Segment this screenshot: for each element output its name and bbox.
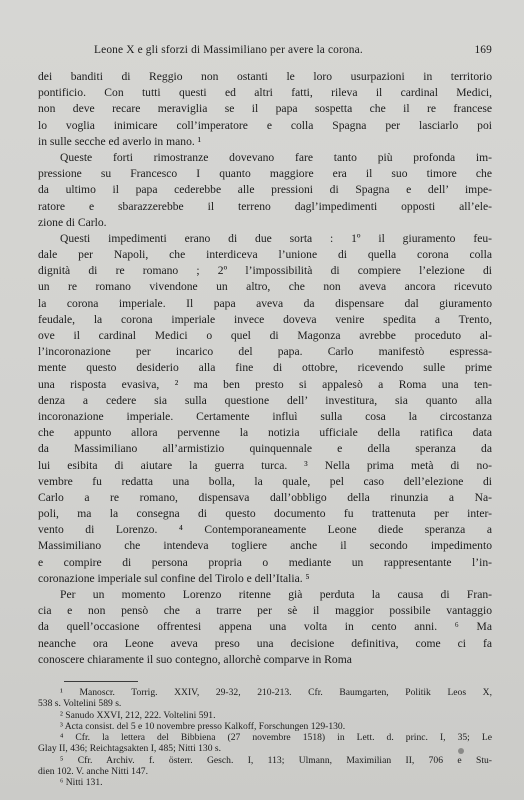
text-line: pontificio. Con tutti questi ed altri fatti, rileva il cardinal Medici, — [38, 86, 492, 100]
text-line: una risposta evasiva, ² ma ben presto si appalesò a Roma una ten- — [38, 377, 492, 391]
text-line: neanche ora Leone aveva preso una decisione definitiva, come ci fa — [38, 636, 492, 650]
text-line: l’incoronazione per incarico del papa. Carlo manifestò espressa- — [38, 345, 492, 359]
text-line: dale per Napoli, che interdiceva l’unione di quella corona colla — [38, 248, 492, 262]
text-line: Queste forti rimostranze dovevano fare tanto più profonda im- — [60, 150, 492, 164]
text-line: zione di Carlo. — [38, 215, 107, 229]
running-header — [38, 44, 492, 58]
footnote-line: ¹ Manoscr. Torrig. XXIV, 29-32, 210-213. Cfr. Baumgarten, Politik Leos X, — [60, 687, 492, 698]
footnote-line: 538 s. Voltelini 589 s. — [38, 698, 122, 710]
footnote-line: ⁶ Nitti 131. — [60, 777, 103, 789]
footnote-line: Glay II, 436; Reichtagsakten I, 485; Nitti 130 s. — [38, 743, 222, 755]
text-line: ove il cardinal Medici o quel di Magonza avrebbe proceduto al- — [38, 329, 492, 342]
text-line: da quell’occasione offrentesi appena una volta in cento anni. ⁶ Ma — [38, 620, 492, 634]
text-line: in sulle secche ed averlo in mano. ¹ — [38, 134, 202, 148]
text-line: dei banditi di Reggio non ostanti le loro usurpazioni in territorio — [38, 70, 492, 83]
footnote-line: dien 102. V. anche Nitti 147. — [38, 766, 148, 778]
text-line: che appunto allora pervenne la notizia ufficiale della ratifica data — [38, 426, 492, 440]
text-line: ratore e sbarazzerebbe il terreno dagl’impedimenti opposti all’ele- — [38, 199, 492, 213]
text-line: dignità di re romano ; 2º l’impossibilità di compiere l’elezione di — [38, 264, 492, 278]
body-text — [38, 69, 492, 668]
footnote-line: ³ Acta consist. del 5 e 10 novembre presso Kalkoff, Forschungen 129-130. — [60, 720, 346, 732]
footnote-line: ⁵ Cfr. Archiv. f. österr. Gesch. I, 113; Ulmann, Maximilian II, 706 e Stu- — [60, 754, 492, 766]
text-line: mente questo desiderio alla fine di ottobre, ricevendo sulle prime — [38, 361, 492, 375]
running-title: Leone X e gli sforzi di Massimiliano per avere la corona. — [94, 44, 363, 56]
footnote-line: ⁴ Cfr. la lettera del Bibbiena (27 novembre 1518) in Lett. d. princ. I, 35; Le — [60, 732, 492, 744]
text-line: Massimiliano che intendeva togliere anche il secondo impedimento — [38, 539, 492, 553]
text-line: feudale, la corona imperiale invece doveva venire spedita a Trento, — [38, 312, 492, 326]
text-line: da Massimiliano all’armistizio quinquennale e della speranza da — [38, 442, 492, 456]
text-line: coronazione imperiale sul confine del Tirolo e dell’Italia. ⁵ — [38, 571, 310, 585]
text-line: la corona imperiale. Il papa aveva da dispensare dal giuramento — [38, 296, 492, 310]
text-line: poli, ma la consegna di questo documento fu trattenuta per inter- — [38, 507, 492, 521]
text-line: pressione su Francesco I quanto maggiore era il suo timore che — [38, 167, 492, 181]
text-line: Per un momento Lorenzo ritenne già perduta la causa di Fran- — [60, 588, 492, 601]
text-line: Carlo a re romano, dispensava dall’obbligo della rinunzia a Na- — [38, 490, 492, 504]
text-line: Questi impedimenti erano di due sorta : 1º il giuramento feu- — [60, 231, 492, 245]
text-line: da ultimo il papa cederebbe alle pressioni di Spagna e dell’ impe- — [38, 183, 492, 197]
text-line: vembre fu redatta una bolla, la quale, pel caso dell’elezione di — [38, 474, 492, 488]
text-line: incoronazione imperiale. Certamente influì sulla cosa la circostanza — [38, 409, 492, 423]
text-line: denza a cedere sia sulla questione dell’ investitura, sia quanto alla — [38, 393, 492, 407]
footnotes — [38, 687, 492, 789]
text-line: vento di Lorenzo. ⁴ Contemporaneamente Leone diede speranza a — [38, 523, 492, 537]
text-line: non deve recare meraviglia se il papa sospetta che il re francese — [38, 102, 492, 116]
text-line: conoscere chiaramente il suo contegno, allorchè comparve in Roma — [38, 652, 352, 666]
text-line: e compire di persona propria o mediante un rappresentante l’in- — [38, 555, 492, 569]
footnote-rule — [64, 681, 138, 682]
text-line: lui esibita di aiutare la guerra turca. ³ Nella prima metà di no- — [38, 458, 492, 472]
text-line: cia e non pensò che a trarre per sè il maggior possibile vantaggio — [38, 604, 492, 618]
text-line: un re romano vivendone un altro, che non aveva ancora ricevuto — [38, 280, 492, 294]
footnote-line: ² Sanudo XXVI, 212, 222. Voltelini 591. — [60, 709, 216, 721]
page-number: 169 — [474, 44, 492, 56]
text-line: lo voglia inimicare coll’imperatore e colla Spagna per lasciarlo poi — [38, 118, 492, 132]
scan-spot — [458, 748, 464, 754]
